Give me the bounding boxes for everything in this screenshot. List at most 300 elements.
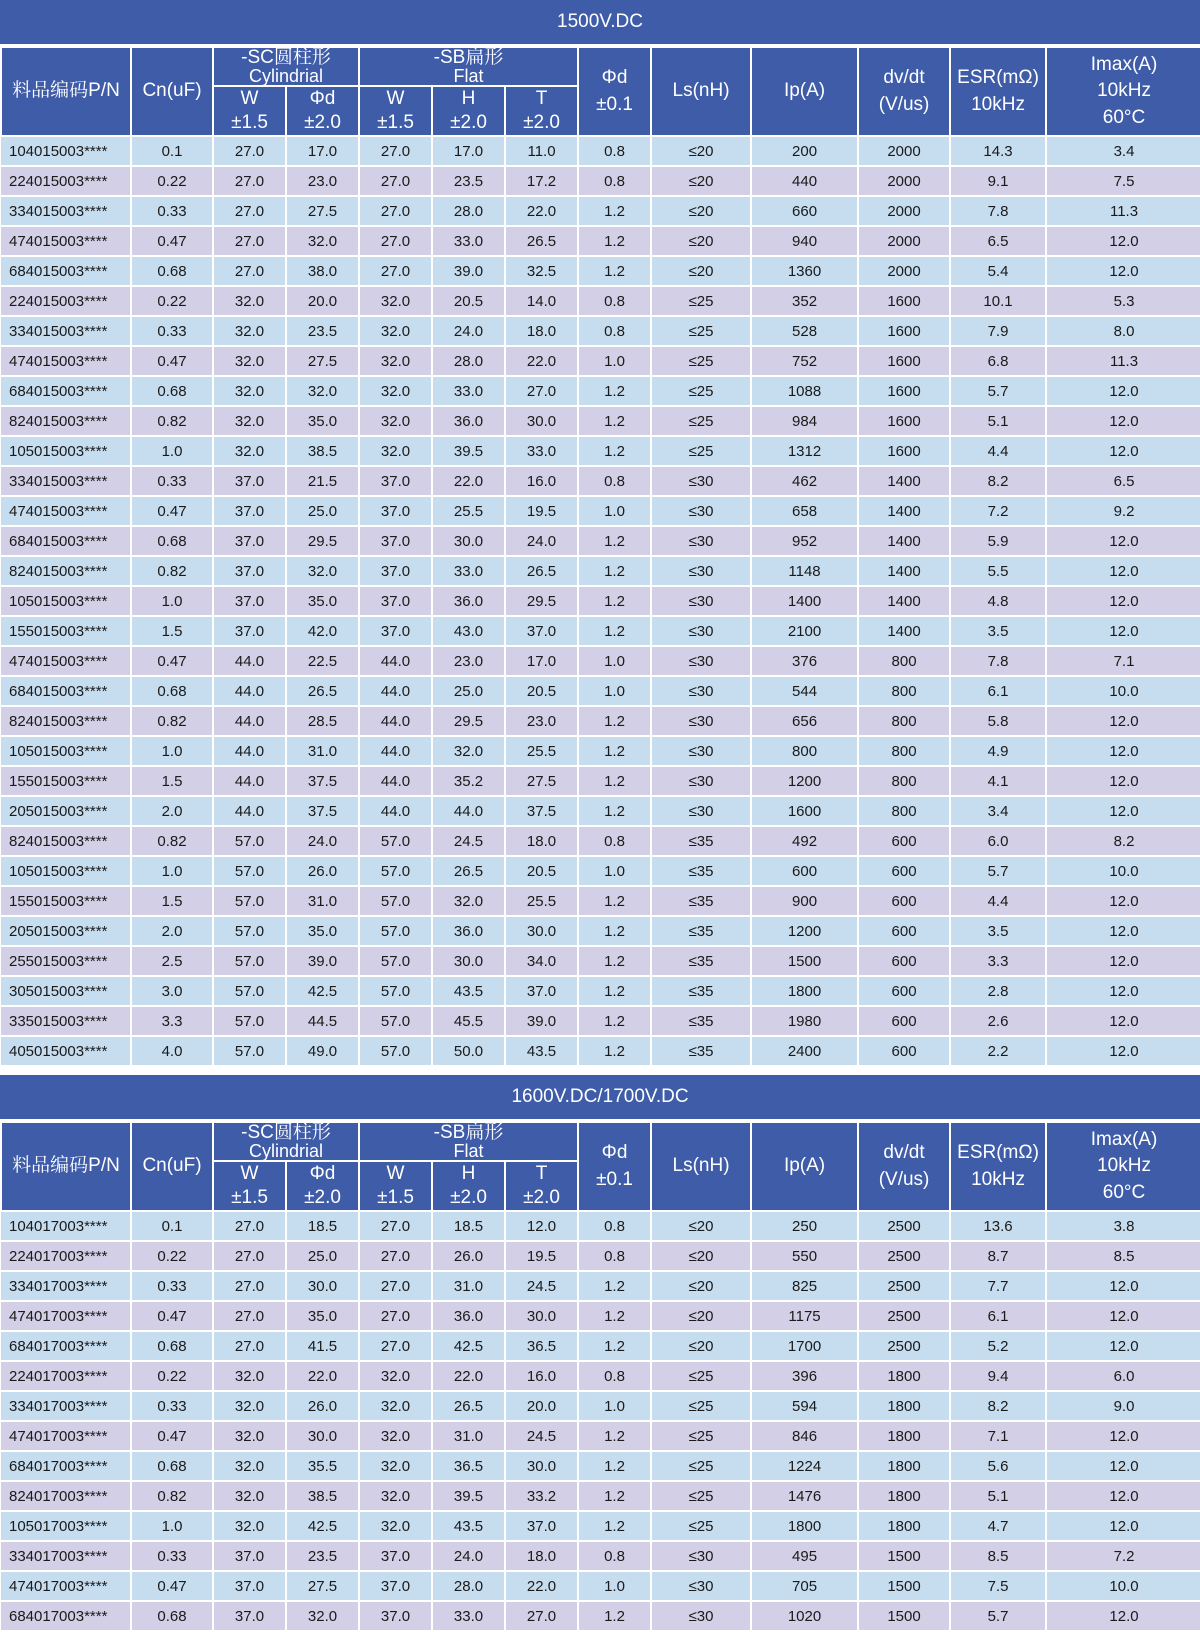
cell-dvdt: 1500 bbox=[858, 1541, 950, 1571]
cell-pn: 105015003**** bbox=[1, 856, 131, 886]
cell-sc-d: 27.5 bbox=[286, 346, 359, 376]
cell-dvdt: 1800 bbox=[858, 1451, 950, 1481]
cell-phi-d: 1.2 bbox=[578, 196, 651, 226]
header-sb-w bbox=[359, 1161, 432, 1211]
cell-sb-h: 18.5 bbox=[432, 1211, 505, 1241]
cell-sc-w: 57.0 bbox=[213, 916, 286, 946]
cell-phi-d: 0.8 bbox=[578, 136, 651, 166]
cell-ls: ≤20 bbox=[651, 1241, 751, 1271]
header-sb-t-label: T bbox=[535, 88, 548, 110]
header-sc-w bbox=[213, 1161, 286, 1211]
cell-cn: 0.33 bbox=[131, 196, 213, 226]
cell-sb-h: 20.5 bbox=[432, 286, 505, 316]
cell-esr: 6.0 bbox=[950, 826, 1046, 856]
cell-phi-d: 1.2 bbox=[578, 976, 651, 1006]
cell-phi-d: 1.2 bbox=[578, 406, 651, 436]
cell-sb-t: 27.5 bbox=[505, 766, 578, 796]
cell-ip: 440 bbox=[751, 166, 858, 196]
cell-dvdt: 2500 bbox=[858, 1271, 950, 1301]
cell-sc-d: 44.5 bbox=[286, 1006, 359, 1036]
cell-phi-d: 1.2 bbox=[578, 1331, 651, 1361]
cell-cn: 0.22 bbox=[131, 1361, 213, 1391]
cell-imax: 12.0 bbox=[1046, 526, 1200, 556]
cell-sb-h: 28.0 bbox=[432, 346, 505, 376]
cell-esr: 6.1 bbox=[950, 676, 1046, 706]
cell-sb-h: 45.5 bbox=[432, 1006, 505, 1036]
cell-imax: 7.5 bbox=[1046, 166, 1200, 196]
table-row bbox=[1, 376, 1200, 406]
cell-pn: 334017003**** bbox=[1, 1271, 131, 1301]
cell-sb-t: 11.0 bbox=[505, 136, 578, 166]
cell-sb-w: 32.0 bbox=[359, 1481, 432, 1511]
cell-ls: ≤30 bbox=[651, 646, 751, 676]
cell-sb-h: 31.0 bbox=[432, 1271, 505, 1301]
header-sc-group bbox=[213, 1122, 359, 1161]
cell-sc-w: 32.0 bbox=[213, 1421, 286, 1451]
cell-ls: ≤35 bbox=[651, 946, 751, 976]
cell-dvdt: 1800 bbox=[858, 1391, 950, 1421]
header-sc-en: Cylindrial bbox=[248, 1140, 324, 1161]
cell-dvdt: 800 bbox=[858, 676, 950, 706]
cell-sb-t: 39.0 bbox=[505, 1006, 578, 1036]
cell-sc-w: 27.0 bbox=[213, 1241, 286, 1271]
cell-sb-h: 24.5 bbox=[432, 826, 505, 856]
cell-phi-d: 1.0 bbox=[578, 646, 651, 676]
cell-cn: 0.68 bbox=[131, 1451, 213, 1481]
cell-imax: 7.1 bbox=[1046, 646, 1200, 676]
cell-ip: 2400 bbox=[751, 1036, 858, 1066]
cell-sc-w: 44.0 bbox=[213, 676, 286, 706]
header-imax-3: 60°C bbox=[1102, 106, 1146, 128]
cell-imax: 12.0 bbox=[1046, 736, 1200, 766]
cell-dvdt: 2000 bbox=[858, 136, 950, 166]
cell-ip: 1360 bbox=[751, 256, 858, 286]
cell-ip: 352 bbox=[751, 286, 858, 316]
cell-sb-h: 43.5 bbox=[432, 976, 505, 1006]
cell-phi-d: 1.2 bbox=[578, 1511, 651, 1541]
cell-imax: 12.0 bbox=[1046, 586, 1200, 616]
cell-phi-d: 0.8 bbox=[578, 1211, 651, 1241]
header-phi-d bbox=[578, 47, 651, 136]
header-ls: Ls(nH) bbox=[651, 47, 751, 136]
table-row bbox=[1, 886, 1200, 916]
cell-esr: 5.1 bbox=[950, 406, 1046, 436]
cell-esr: 14.3 bbox=[950, 136, 1046, 166]
cell-sc-d: 42.5 bbox=[286, 976, 359, 1006]
cell-sb-t: 24.5 bbox=[505, 1271, 578, 1301]
cell-sb-t: 17.2 bbox=[505, 166, 578, 196]
cell-ip: 550 bbox=[751, 1241, 858, 1271]
cell-sb-h: 50.0 bbox=[432, 1036, 505, 1066]
cell-sb-h: 36.0 bbox=[432, 916, 505, 946]
cell-ip: 200 bbox=[751, 136, 858, 166]
cell-esr: 9.4 bbox=[950, 1361, 1046, 1391]
cell-dvdt: 1600 bbox=[858, 376, 950, 406]
cell-sc-d: 30.0 bbox=[286, 1271, 359, 1301]
cell-sb-w: 27.0 bbox=[359, 1271, 432, 1301]
cell-ip: 1800 bbox=[751, 976, 858, 1006]
cell-esr: 9.1 bbox=[950, 166, 1046, 196]
cell-imax: 12.0 bbox=[1046, 1601, 1200, 1631]
cell-phi-d: 1.2 bbox=[578, 736, 651, 766]
cell-esr: 7.9 bbox=[950, 316, 1046, 346]
cell-pn: 474015003**** bbox=[1, 226, 131, 256]
cell-sc-d: 27.5 bbox=[286, 196, 359, 226]
cell-esr: 10.1 bbox=[950, 286, 1046, 316]
cell-sb-w: 57.0 bbox=[359, 826, 432, 856]
cell-ls: ≤20 bbox=[651, 166, 751, 196]
cell-sc-d: 37.5 bbox=[286, 796, 359, 826]
cell-ip: 940 bbox=[751, 226, 858, 256]
cell-esr: 4.7 bbox=[950, 1511, 1046, 1541]
cell-sb-h: 33.0 bbox=[432, 226, 505, 256]
cell-sb-w: 32.0 bbox=[359, 1421, 432, 1451]
cell-pn: 334017003**** bbox=[1, 1541, 131, 1571]
cell-pn: 684015003**** bbox=[1, 526, 131, 556]
cell-sb-w: 57.0 bbox=[359, 1006, 432, 1036]
cell-imax: 12.0 bbox=[1046, 706, 1200, 736]
cell-sc-d: 25.0 bbox=[286, 1241, 359, 1271]
cell-dvdt: 800 bbox=[858, 766, 950, 796]
cell-ip: 846 bbox=[751, 1421, 858, 1451]
cell-pn: 255015003**** bbox=[1, 946, 131, 976]
cell-ls: ≤25 bbox=[651, 1391, 751, 1421]
cell-pn: 104017003**** bbox=[1, 1211, 131, 1241]
header-sb-h-tol: ±2.0 bbox=[450, 112, 487, 134]
cell-sb-w: 37.0 bbox=[359, 1541, 432, 1571]
cell-sb-h: 31.0 bbox=[432, 1421, 505, 1451]
header-esr-1: ESR(mΩ) bbox=[957, 66, 1039, 88]
cell-imax: 12.0 bbox=[1046, 556, 1200, 586]
header-sb-w-tol: ±1.5 bbox=[377, 1187, 414, 1209]
cell-phi-d: 1.2 bbox=[578, 766, 651, 796]
cell-esr: 5.1 bbox=[950, 1481, 1046, 1511]
cell-cn: 2.0 bbox=[131, 916, 213, 946]
table-row bbox=[1, 1036, 1200, 1066]
cell-pn: 224015003**** bbox=[1, 166, 131, 196]
cell-sc-w: 32.0 bbox=[213, 286, 286, 316]
cell-dvdt: 600 bbox=[858, 886, 950, 916]
cell-sb-h: 36.5 bbox=[432, 1451, 505, 1481]
cell-sc-d: 32.0 bbox=[286, 1601, 359, 1631]
cell-sb-h: 26.5 bbox=[432, 1391, 505, 1421]
cell-pn: 334017003**** bbox=[1, 1391, 131, 1421]
cell-ls: ≤25 bbox=[651, 286, 751, 316]
header-dvdt-1: dv/dt bbox=[883, 66, 925, 88]
cell-sc-w: 32.0 bbox=[213, 436, 286, 466]
cell-pn: 474015003**** bbox=[1, 496, 131, 526]
cell-imax: 12.0 bbox=[1046, 1301, 1200, 1331]
cell-pn: 334015003**** bbox=[1, 196, 131, 226]
cell-esr: 3.3 bbox=[950, 946, 1046, 976]
table-row bbox=[1, 436, 1200, 466]
cell-esr: 4.9 bbox=[950, 736, 1046, 766]
cell-cn: 0.33 bbox=[131, 1271, 213, 1301]
cell-sb-t: 32.5 bbox=[505, 256, 578, 286]
cell-ip: 660 bbox=[751, 196, 858, 226]
cell-imax: 12.0 bbox=[1046, 886, 1200, 916]
cell-sc-w: 44.0 bbox=[213, 646, 286, 676]
cell-sb-t: 30.0 bbox=[505, 916, 578, 946]
cell-cn: 0.68 bbox=[131, 526, 213, 556]
header-imax bbox=[1046, 1122, 1200, 1211]
cell-imax: 11.3 bbox=[1046, 196, 1200, 226]
table-row bbox=[1, 1541, 1200, 1571]
cell-sb-t: 33.2 bbox=[505, 1481, 578, 1511]
cell-cn: 1.0 bbox=[131, 856, 213, 886]
cell-imax: 12.0 bbox=[1046, 796, 1200, 826]
cell-pn: 155015003**** bbox=[1, 766, 131, 796]
cell-pn: 474015003**** bbox=[1, 346, 131, 376]
cell-esr: 5.7 bbox=[950, 856, 1046, 886]
cell-sc-w: 37.0 bbox=[213, 616, 286, 646]
cell-sb-w: 32.0 bbox=[359, 376, 432, 406]
cell-sc-d: 18.5 bbox=[286, 1211, 359, 1241]
cell-cn: 0.82 bbox=[131, 556, 213, 586]
cell-phi-d: 1.2 bbox=[578, 916, 651, 946]
cell-esr: 8.7 bbox=[950, 1241, 1046, 1271]
cell-ip: 1600 bbox=[751, 796, 858, 826]
table-row bbox=[1, 196, 1200, 226]
cell-esr: 5.7 bbox=[950, 376, 1046, 406]
cell-sb-t: 18.0 bbox=[505, 1541, 578, 1571]
cell-cn: 0.33 bbox=[131, 1391, 213, 1421]
cell-sb-w: 32.0 bbox=[359, 406, 432, 436]
cell-phi-d: 1.0 bbox=[578, 1391, 651, 1421]
cell-esr: 7.8 bbox=[950, 646, 1046, 676]
cell-imax: 12.0 bbox=[1046, 436, 1200, 466]
cell-pn: 474017003**** bbox=[1, 1421, 131, 1451]
cell-cn: 0.47 bbox=[131, 346, 213, 376]
cell-cn: 2.5 bbox=[131, 946, 213, 976]
cell-sb-t: 22.0 bbox=[505, 196, 578, 226]
cell-sc-d: 29.5 bbox=[286, 526, 359, 556]
cell-ls: ≤30 bbox=[651, 496, 751, 526]
cell-sb-h: 24.0 bbox=[432, 1541, 505, 1571]
cell-ip: 396 bbox=[751, 1361, 858, 1391]
header-dvdt-2: (V/us) bbox=[878, 93, 930, 115]
table-row bbox=[1, 856, 1200, 886]
table-row bbox=[1, 286, 1200, 316]
cell-sc-w: 57.0 bbox=[213, 886, 286, 916]
cell-phi-d: 1.2 bbox=[578, 226, 651, 256]
table-row bbox=[1, 916, 1200, 946]
cell-imax: 8.2 bbox=[1046, 826, 1200, 856]
cell-sb-t: 27.0 bbox=[505, 376, 578, 406]
cell-ls: ≤35 bbox=[651, 886, 751, 916]
cell-sb-h: 32.0 bbox=[432, 886, 505, 916]
cell-sb-h: 28.0 bbox=[432, 196, 505, 226]
cell-dvdt: 1400 bbox=[858, 556, 950, 586]
table-row bbox=[1, 496, 1200, 526]
cell-phi-d: 1.2 bbox=[578, 1006, 651, 1036]
cell-esr: 6.8 bbox=[950, 346, 1046, 376]
cell-sb-t: 33.0 bbox=[505, 436, 578, 466]
cell-pn: 824017003**** bbox=[1, 1481, 131, 1511]
cell-esr: 2.6 bbox=[950, 1006, 1046, 1036]
cell-sc-w: 37.0 bbox=[213, 1541, 286, 1571]
header-sb-h-label: H bbox=[461, 1163, 476, 1185]
cell-sc-w: 37.0 bbox=[213, 526, 286, 556]
cell-sb-w: 32.0 bbox=[359, 286, 432, 316]
header-sb-cn: -SB扁形 bbox=[433, 47, 504, 68]
cell-pn: 335015003**** bbox=[1, 1006, 131, 1036]
cell-pn: 105015003**** bbox=[1, 436, 131, 466]
cell-ls: ≤20 bbox=[651, 196, 751, 226]
cell-sc-d: 32.0 bbox=[286, 556, 359, 586]
cell-sc-d: 35.0 bbox=[286, 586, 359, 616]
cell-cn: 0.82 bbox=[131, 406, 213, 436]
cell-sc-d: 38.5 bbox=[286, 1481, 359, 1511]
cell-ls: ≤25 bbox=[651, 346, 751, 376]
cell-esr: 6.5 bbox=[950, 226, 1046, 256]
cell-sc-d: 22.0 bbox=[286, 1361, 359, 1391]
cell-sb-t: 37.5 bbox=[505, 796, 578, 826]
table-row bbox=[1, 1571, 1200, 1601]
cell-cn: 1.5 bbox=[131, 886, 213, 916]
cell-dvdt: 2000 bbox=[858, 196, 950, 226]
cell-sb-w: 32.0 bbox=[359, 436, 432, 466]
cell-ls: ≤25 bbox=[651, 1421, 751, 1451]
cell-sb-t: 24.5 bbox=[505, 1421, 578, 1451]
table-row bbox=[1, 166, 1200, 196]
cell-sb-t: 26.5 bbox=[505, 226, 578, 256]
cell-imax: 12.0 bbox=[1046, 376, 1200, 406]
cell-ls: ≤25 bbox=[651, 316, 751, 346]
cell-cn: 0.33 bbox=[131, 466, 213, 496]
cell-sc-w: 32.0 bbox=[213, 1481, 286, 1511]
cell-sc-w: 32.0 bbox=[213, 1511, 286, 1541]
cell-sb-w: 27.0 bbox=[359, 1331, 432, 1361]
cell-sc-d: 35.0 bbox=[286, 1301, 359, 1331]
cell-cn: 0.22 bbox=[131, 166, 213, 196]
cell-sb-h: 30.0 bbox=[432, 526, 505, 556]
table-row bbox=[1, 556, 1200, 586]
cell-sc-d: 32.0 bbox=[286, 226, 359, 256]
cell-phi-d: 1.2 bbox=[578, 436, 651, 466]
header-sc-d bbox=[286, 86, 359, 136]
cell-cn: 0.47 bbox=[131, 496, 213, 526]
cell-sc-w: 37.0 bbox=[213, 1601, 286, 1631]
table-row bbox=[1, 526, 1200, 556]
cell-phi-d: 1.2 bbox=[578, 1421, 651, 1451]
cell-sc-d: 31.0 bbox=[286, 886, 359, 916]
cell-esr: 5.6 bbox=[950, 1451, 1046, 1481]
cell-sc-w: 57.0 bbox=[213, 1036, 286, 1066]
cell-cn: 1.5 bbox=[131, 766, 213, 796]
cell-sb-w: 37.0 bbox=[359, 586, 432, 616]
header-phi-d-tol: ±0.1 bbox=[596, 1168, 633, 1190]
cell-imax: 12.0 bbox=[1046, 1006, 1200, 1036]
cell-ip: 492 bbox=[751, 826, 858, 856]
cell-ls: ≤25 bbox=[651, 1511, 751, 1541]
cell-ls: ≤25 bbox=[651, 1481, 751, 1511]
cell-imax: 12.0 bbox=[1046, 1421, 1200, 1451]
cell-cn: 2.0 bbox=[131, 796, 213, 826]
cell-esr: 4.4 bbox=[950, 436, 1046, 466]
cell-dvdt: 2500 bbox=[858, 1301, 950, 1331]
cell-pn: 224015003**** bbox=[1, 286, 131, 316]
cell-ls: ≤35 bbox=[651, 826, 751, 856]
cell-sb-w: 37.0 bbox=[359, 526, 432, 556]
cell-phi-d: 1.2 bbox=[578, 586, 651, 616]
cell-imax: 12.0 bbox=[1046, 616, 1200, 646]
cell-sc-w: 27.0 bbox=[213, 1301, 286, 1331]
table-row bbox=[1, 1211, 1200, 1241]
cell-cn: 0.68 bbox=[131, 1601, 213, 1631]
header-sb-h bbox=[432, 86, 505, 136]
cell-ls: ≤25 bbox=[651, 406, 751, 436]
cell-sc-d: 35.0 bbox=[286, 406, 359, 436]
cell-ip: 752 bbox=[751, 346, 858, 376]
cell-sb-h: 25.0 bbox=[432, 676, 505, 706]
cell-dvdt: 1600 bbox=[858, 406, 950, 436]
table-row bbox=[1, 226, 1200, 256]
cell-cn: 0.68 bbox=[131, 676, 213, 706]
cell-esr: 5.8 bbox=[950, 706, 1046, 736]
cell-ip: 1020 bbox=[751, 1601, 858, 1631]
cell-sc-d: 38.5 bbox=[286, 436, 359, 466]
table-row bbox=[1, 1331, 1200, 1361]
table-row bbox=[1, 1006, 1200, 1036]
cell-sc-d: 23.5 bbox=[286, 316, 359, 346]
cell-imax: 12.0 bbox=[1046, 1481, 1200, 1511]
cell-ls: ≤30 bbox=[651, 706, 751, 736]
cell-sb-w: 57.0 bbox=[359, 1036, 432, 1066]
cell-imax: 9.0 bbox=[1046, 1391, 1200, 1421]
spec-table bbox=[0, 46, 1200, 1067]
cell-sb-t: 30.0 bbox=[505, 1301, 578, 1331]
cell-sb-w: 57.0 bbox=[359, 856, 432, 886]
cell-sc-w: 44.0 bbox=[213, 766, 286, 796]
cell-sb-t: 36.5 bbox=[505, 1331, 578, 1361]
cell-sc-w: 37.0 bbox=[213, 466, 286, 496]
cell-dvdt: 1500 bbox=[858, 1571, 950, 1601]
cell-ls: ≤20 bbox=[651, 1331, 751, 1361]
cell-pn: 824015003**** bbox=[1, 706, 131, 736]
cell-sb-t: 24.0 bbox=[505, 526, 578, 556]
cell-sb-w: 27.0 bbox=[359, 256, 432, 286]
cell-phi-d: 1.0 bbox=[578, 496, 651, 526]
cell-sc-w: 27.0 bbox=[213, 166, 286, 196]
cell-imax: 12.0 bbox=[1046, 916, 1200, 946]
table-row bbox=[1, 136, 1200, 166]
cell-ls: ≤20 bbox=[651, 136, 751, 166]
table-row bbox=[1, 946, 1200, 976]
cell-pn: 105017003**** bbox=[1, 1511, 131, 1541]
cell-imax: 10.0 bbox=[1046, 1571, 1200, 1601]
cell-ip: 1200 bbox=[751, 916, 858, 946]
cell-sb-h: 36.0 bbox=[432, 1301, 505, 1331]
cell-dvdt: 1800 bbox=[858, 1481, 950, 1511]
header-sc-cn: -SC圆柱形 bbox=[241, 47, 331, 68]
table-row bbox=[1, 1601, 1200, 1631]
cell-imax: 12.0 bbox=[1046, 1036, 1200, 1066]
cell-esr: 5.9 bbox=[950, 526, 1046, 556]
cell-pn: 155015003**** bbox=[1, 616, 131, 646]
cell-sb-w: 27.0 bbox=[359, 136, 432, 166]
cell-sb-w: 37.0 bbox=[359, 616, 432, 646]
cell-sc-w: 37.0 bbox=[213, 586, 286, 616]
cell-ls: ≤35 bbox=[651, 1006, 751, 1036]
cell-esr: 7.8 bbox=[950, 196, 1046, 226]
cell-esr: 5.7 bbox=[950, 1601, 1046, 1631]
cell-sb-w: 27.0 bbox=[359, 1301, 432, 1331]
cell-sc-d: 22.5 bbox=[286, 646, 359, 676]
cell-sb-t: 30.0 bbox=[505, 406, 578, 436]
cell-cn: 0.33 bbox=[131, 1541, 213, 1571]
cell-sb-t: 30.0 bbox=[505, 1451, 578, 1481]
